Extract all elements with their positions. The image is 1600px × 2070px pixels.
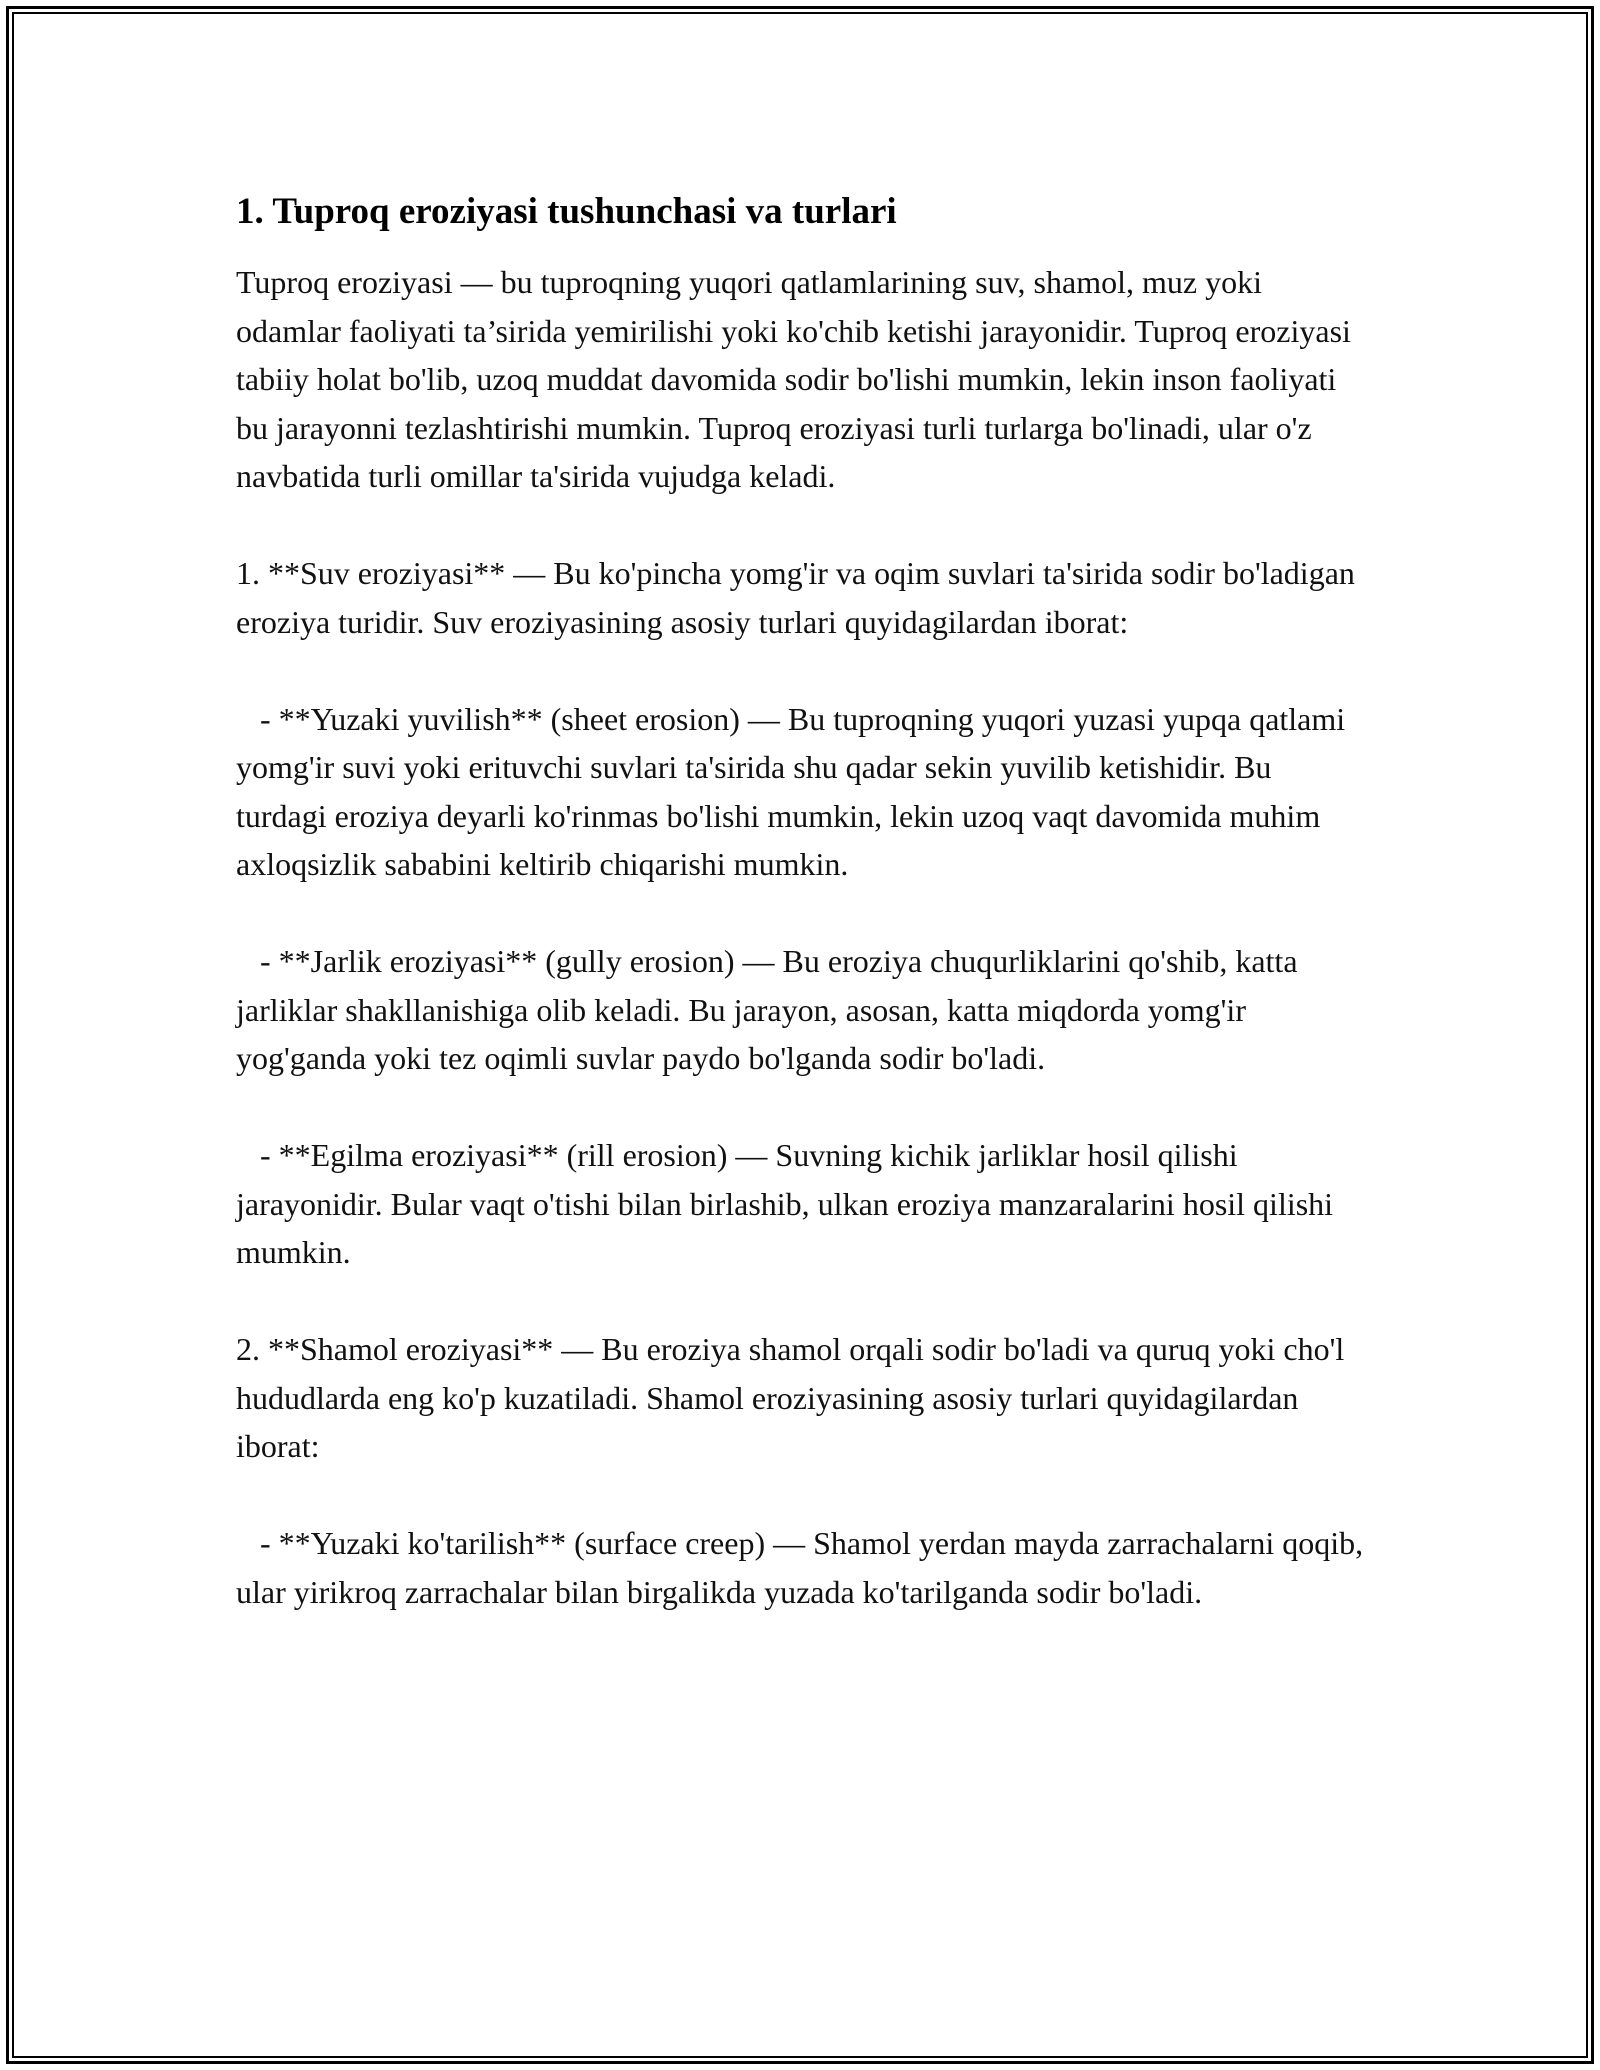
paragraph-gully-erosion: - **Jarlik eroziyasi** (gully erosion) — Bu eroziya chuqurliklarini qo'shib, katta jarliklar shakllanishiga olib keladi. Bu jarayon, asosan, katta miqdorda yomg'ir yog'ganda yoki tez oqimli suvlar paydo bo'lganda sodir bo'ladi. [236, 943, 1306, 1076]
paragraph-sheet-erosion: - **Yuzaki yuvilish** (sheet erosion) — Bu tuproqning yuqori yuzasi yupqa qatlami yomg'ir suvi yoki erituvchi suvlari ta'sirida shu qadar sekin yuvilib ketishidir. Bu turdagi eroziya deyarli ko'rinmas bo'lishi mumkin, lekin uzoq vaqt davomida muhim axloqsizlik sababini keltirib chiqarishi mumkin. [236, 700, 1354, 882]
section-heading: 1. Tuproq eroziyasi tushunchasi va turlari [236, 191, 897, 232]
paragraph-surface-creep: - **Yuzaki ko'tarilish** (surface creep) — Shamol yerdan mayda zarrachalarni qoqib, ular yirikroq zarrachalar bilan birgalikda yuzada ko'tarilganda sodir bo'ladi. [236, 1525, 1372, 1610]
document-body [236, 186, 1372, 1616]
paragraph-intro: Tuproq eroziyasi — bu tuproqning yuqori qatlamlarining suv, shamol, muz yoki odamlar faoliyati ta’sirida yemirilishi yoki ko'chib ketishi jarayonidir. Tuproq eroziyasi tabiiy holat bo'lib, uzoq muddat davomida sodir bo'lishi mumkin, lekin inson faoliyati bu jarayonni tezlashtirishi mumkin. Tuproq eroziyasi turli turlarga bo'linadi, ular o'z navbatida turli omillar ta'sirida vujudga keladi. [236, 264, 1359, 494]
paragraph-water-erosion: 1. **Suv eroziyasi** — Bu ko'pincha yomg'ir va oqim suvlari ta'sirida sodir bo'ladigan eroziya turidir. Suv eroziyasining asosiy turlari quyidagilardan iborat: [236, 555, 1363, 640]
paragraph-wind-erosion: 2. **Shamol eroziyasi** — Bu eroziya shamol orqali sodir bo'ladi va quruq yoki cho'l hududlarda eng ko'p kuzatiladi. Shamol eroziyasining asosiy turlari quyidagilardan iborat: [236, 1331, 1353, 1464]
paragraph-rill-erosion: - **Egilma eroziyasi** (rill erosion) — Suvning kichik jarliklar hosil qilishi jarayonidir. Bular vaqt o'tishi bilan birlashib, ulkan eroziya manzaralarini hosil qilishi mumkin. [236, 1137, 1342, 1270]
